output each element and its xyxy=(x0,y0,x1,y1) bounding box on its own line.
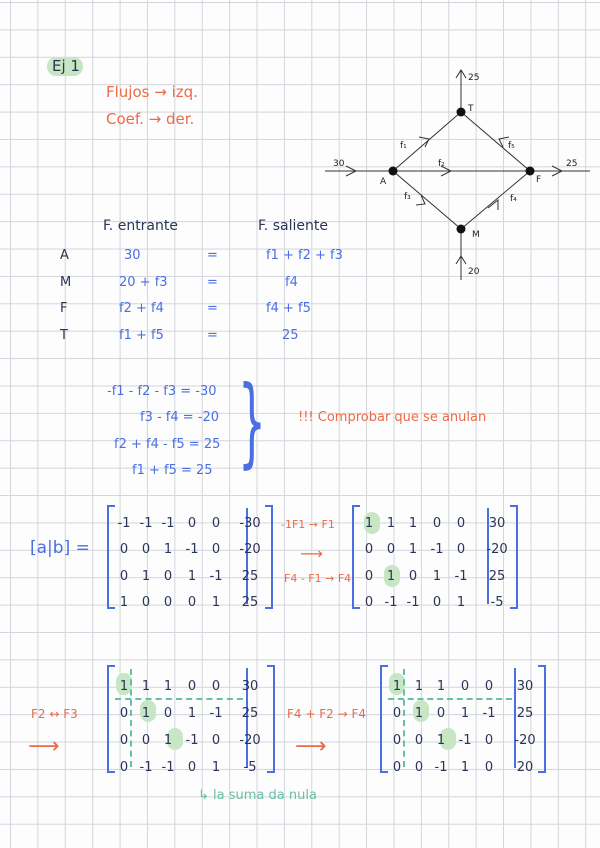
m3-cell: 1 xyxy=(163,679,173,694)
m4-cell: 20 xyxy=(516,760,534,775)
m1-cell: -1 xyxy=(161,516,175,531)
label-f4: f₄ xyxy=(510,194,517,204)
m2-cell: -20 xyxy=(486,542,508,557)
m1-cell: 0 xyxy=(211,542,221,557)
row-f-out: f4 + f5 xyxy=(266,301,311,316)
m3-cell: -5 xyxy=(243,760,257,775)
m2-cell: 1 xyxy=(364,516,374,531)
row-a-node: A xyxy=(60,248,69,263)
m1-cell: 25 xyxy=(241,569,259,584)
m4-cell: 25 xyxy=(516,706,534,721)
label-f1: f₁ xyxy=(400,141,407,151)
m3-right-bracket xyxy=(267,665,275,773)
m3-cell: 1 xyxy=(187,706,197,721)
m2-cell: 0 xyxy=(386,542,396,557)
system-brace: } xyxy=(238,367,266,480)
m1-cell: 1 xyxy=(211,595,221,610)
node-a xyxy=(389,167,398,176)
m1-cell: -1 xyxy=(209,569,223,584)
m1-cell: 0 xyxy=(187,516,197,531)
m2-cell: -1 xyxy=(406,595,420,610)
note-flows: Flujos → izq. xyxy=(106,83,198,101)
row-m-node: M xyxy=(60,275,72,290)
m3-cell: 0 xyxy=(119,706,129,721)
m3-cell: 0 xyxy=(163,706,173,721)
m2-cell: 0 xyxy=(432,516,442,531)
row-t-eq: = xyxy=(207,328,218,343)
m2-cell: 30 xyxy=(488,516,506,531)
m4-cell: 0 xyxy=(460,679,470,694)
m3-cell: 0 xyxy=(187,760,197,775)
m4-cell: -20 xyxy=(514,733,536,748)
m4-cell: 1 xyxy=(392,679,402,694)
m3-cell: -20 xyxy=(239,733,261,748)
m3-cell: 1 xyxy=(141,706,151,721)
m3-cell: 30 xyxy=(241,679,259,694)
m1-cell: -20 xyxy=(239,542,261,557)
row-f-eq: = xyxy=(207,301,218,316)
head-out: F. saliente xyxy=(258,218,328,234)
m3-cell: 1 xyxy=(119,679,129,694)
m3-cell: 0 xyxy=(211,679,221,694)
m2-cell: 1 xyxy=(386,569,396,584)
row-m-eq: = xyxy=(207,275,218,290)
matrix-2 xyxy=(352,505,518,611)
m2-cell: -1 xyxy=(384,595,398,610)
m3-cell: 1 xyxy=(163,733,173,748)
sum-note: ↳ la suma da nula xyxy=(198,788,317,803)
m4-cell: -1 xyxy=(482,706,496,721)
m3-cell: 25 xyxy=(241,706,259,721)
m4-cell: 0 xyxy=(484,733,494,748)
m1-cell: 0 xyxy=(187,595,197,610)
in-m: 20 xyxy=(468,267,480,277)
m4-cell: 0 xyxy=(392,733,402,748)
m2-cell: 0 xyxy=(364,595,374,610)
row-a-in: 30 xyxy=(124,248,141,263)
m4-cell: 0 xyxy=(484,760,494,775)
eq-2: f3 - f4 = -20 xyxy=(140,410,220,425)
m2-cell: 1 xyxy=(432,569,442,584)
m2-cell: 0 xyxy=(456,542,466,557)
m1-cell: 1 xyxy=(187,569,197,584)
m2-cell: -1 xyxy=(454,569,468,584)
eq-4: f1 + f5 = 25 xyxy=(132,463,213,478)
row-t-node: T xyxy=(60,328,68,343)
m2-cell: 1 xyxy=(408,542,418,557)
m4-right-bracket xyxy=(538,665,546,773)
m2-cell: 0 xyxy=(364,542,374,557)
m1-cell: -30 xyxy=(239,516,261,531)
label-t: T xyxy=(468,104,474,114)
m1-cell: 1 xyxy=(163,542,173,557)
m3-cell: 0 xyxy=(119,760,129,775)
note-coef: Coef. → der. xyxy=(106,110,195,128)
m1-cell: 0 xyxy=(163,595,173,610)
label-f: F xyxy=(536,175,542,185)
m1-cell: 0 xyxy=(119,569,129,584)
m4-cell: 30 xyxy=(516,679,534,694)
m2-cell: 0 xyxy=(432,595,442,610)
m4-cell: 0 xyxy=(414,733,424,748)
m3-cell: 1 xyxy=(211,760,221,775)
m1-cell: -1 xyxy=(139,516,153,531)
m4-cell: 0 xyxy=(392,706,402,721)
m2-cell: 25 xyxy=(488,569,506,584)
m1-cell: 0 xyxy=(119,542,129,557)
op-2: F4 - F1 → F4 xyxy=(284,572,352,585)
m1-cell: 0 xyxy=(141,595,151,610)
matrix-4 xyxy=(380,665,546,775)
m3-cell: -1 xyxy=(139,760,153,775)
out-f: 25 xyxy=(566,159,578,169)
matrix-1 xyxy=(107,505,273,611)
check-note: !!! Comprobar que se anulan xyxy=(298,410,487,425)
m4-cell: 0 xyxy=(414,760,424,775)
m2-right-bracket xyxy=(510,505,518,609)
head-in: F. entrante xyxy=(103,218,178,234)
m4-cell: 1 xyxy=(460,760,470,775)
edge-f5 xyxy=(461,112,530,171)
m3-cell: -1 xyxy=(161,760,175,775)
row-m-out: f4 xyxy=(285,275,298,290)
m1-cell: 25 xyxy=(241,595,259,610)
row-a-eq: = xyxy=(207,248,218,263)
m2-cell: 1 xyxy=(456,595,466,610)
m2-cell: 0 xyxy=(456,516,466,531)
m4-cell: 0 xyxy=(392,760,402,775)
m4-cell: 1 xyxy=(414,679,424,694)
m4-cell: 0 xyxy=(436,706,446,721)
label-f3: f₃ xyxy=(404,192,411,202)
matrix-3 xyxy=(107,665,273,775)
m1-cell: 1 xyxy=(119,595,129,610)
m3-cell: -1 xyxy=(185,733,199,748)
m4-cell: -1 xyxy=(434,760,448,775)
label-a: A xyxy=(380,177,387,187)
out-t: 25 xyxy=(468,73,480,83)
op-3-arrow: ⟶ xyxy=(28,734,60,759)
m3-cell: 0 xyxy=(119,733,129,748)
row-m-in: 20 + f3 xyxy=(119,275,168,290)
m1-cell: 0 xyxy=(163,569,173,584)
m2-cell: 1 xyxy=(408,516,418,531)
m1-cell: 0 xyxy=(141,542,151,557)
m4-cell: 1 xyxy=(460,706,470,721)
edge-f4 xyxy=(461,171,530,229)
m2-cell: 0 xyxy=(364,569,374,584)
row-f-in: f2 + f4 xyxy=(119,301,164,316)
m1-cell: -1 xyxy=(185,542,199,557)
m4-cell: 1 xyxy=(414,706,424,721)
label-f5: f₅ xyxy=(508,141,515,151)
op-4-arrow: ⟶ xyxy=(295,734,327,759)
m1-cell: -1 xyxy=(117,516,131,531)
node-m xyxy=(457,225,466,234)
row-f-node: F xyxy=(60,301,68,316)
m4-cell: 0 xyxy=(484,679,494,694)
m2-cell: 1 xyxy=(386,516,396,531)
m2-cell: -5 xyxy=(490,595,504,610)
m3-cell: 1 xyxy=(141,679,151,694)
label-f2: f₂ xyxy=(438,159,445,169)
m2-cell: 0 xyxy=(408,569,418,584)
row-t-out: 25 xyxy=(282,328,299,343)
exercise-title: Ej 1 xyxy=(52,57,80,75)
m4-cell: -1 xyxy=(458,733,472,748)
label-m: M xyxy=(472,230,480,240)
m3-cell: 0 xyxy=(211,733,221,748)
m4-cell: 1 xyxy=(436,679,446,694)
m2-cell: -1 xyxy=(430,542,444,557)
op-1: -1F1 → F1 xyxy=(281,518,335,531)
op-3: F2 ↔ F3 xyxy=(31,707,78,721)
m1-right-bracket xyxy=(265,505,273,609)
m3-cell: -1 xyxy=(209,706,223,721)
in-a: 30 xyxy=(333,159,345,169)
node-f xyxy=(526,167,535,176)
m3-cell: 0 xyxy=(141,733,151,748)
aug-label: [a|b] = xyxy=(30,538,90,558)
eq-1: -f1 - f2 - f3 = -30 xyxy=(107,384,217,399)
row-t-in: f1 + f5 xyxy=(119,328,164,343)
m4-dash-row xyxy=(388,698,512,700)
eq-3: f2 + f4 - f5 = 25 xyxy=(114,437,221,452)
m4-cell: 1 xyxy=(436,733,446,748)
m3-cell: 0 xyxy=(187,679,197,694)
op-4: F4 + F2 → F4 xyxy=(287,707,366,721)
m1-cell: 0 xyxy=(211,516,221,531)
op-1-arrow: ⟶ xyxy=(300,544,323,563)
m1-cell: 1 xyxy=(141,569,151,584)
row-a-out: f1 + f2 + f3 xyxy=(266,248,343,263)
m3-dash-row xyxy=(115,698,243,700)
node-t xyxy=(457,108,466,117)
